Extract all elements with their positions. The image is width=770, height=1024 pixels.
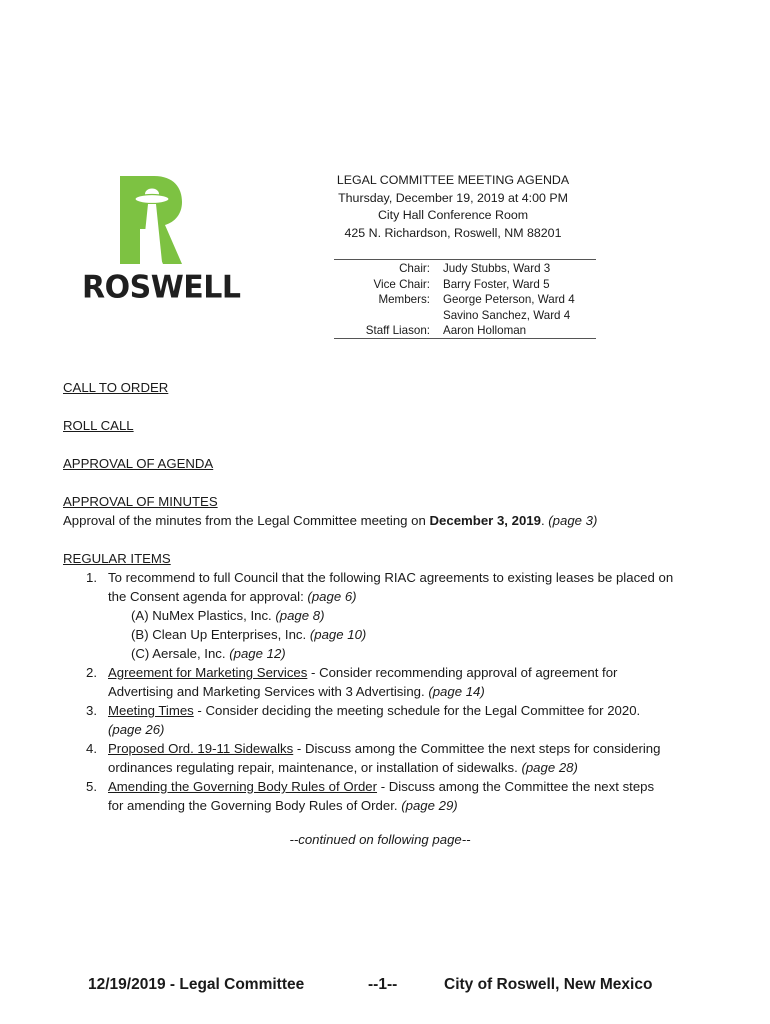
agenda-item [63,739,713,777]
item-title: Agreement for Marketing Services [108,665,308,680]
roster-name: Barry Foster, Ward 5 [443,277,550,291]
item-number: 2. [86,665,97,680]
item-number: 5. [86,779,97,794]
sub-item-label: (C) Aersale, Inc. [131,646,230,661]
item-page-ref: (page 28) [521,760,578,775]
footer-city: City of Roswell, New Mexico [444,976,653,993]
sub-item [63,625,713,644]
agenda-item [63,777,713,815]
section-regular-items: REGULAR ITEMS [63,551,171,566]
item-number: 3. [86,703,97,718]
roster-row [334,308,596,324]
roster-name: Judy Stubbs, Ward 3 [443,262,551,275]
item-text: for amending the Governing Body Rules of Order. [108,798,402,813]
continued-note: --continued on following page-- [289,832,471,847]
section-approval-minutes: APPROVAL OF MINUTES [63,494,218,509]
item-page-ref: (page 14) [428,684,485,699]
item-title: Proposed Ord. 19-11 Sidewalks [108,741,294,756]
agenda-body [63,378,713,815]
agenda-item [63,568,713,606]
agenda-item [63,663,713,701]
roster-name: Savino Sanchez, Ward 4 [443,308,571,322]
roster-row [334,292,596,308]
meeting-address: 425 N. Richardson, Roswell, NM 88201 [344,225,562,240]
divider [334,259,596,260]
agenda-title: LEGAL COMMITTEE MEETING AGENDA [336,173,570,187]
roster-row [334,323,596,339]
meeting-location: City Hall Conference Room [377,208,529,222]
agenda-header [330,172,576,242]
minutes-date: December 3, 2019 [429,513,541,528]
sub-item-page-ref: (page 10) [309,627,367,642]
item-text: - Discuss among the Committee the next steps for considering [293,741,661,756]
item-number: 4. [86,741,97,756]
sub-item [63,606,713,625]
sub-item-label: (A) NuMex Plastics, Inc. [131,608,276,623]
item-text: Advertising and Marketing Services with 3 Advertising. [108,684,429,699]
item-text: the Consent agenda for approval: [108,589,308,604]
roster-role: Members: [378,293,430,307]
item-number: 1. [86,570,97,585]
roster-name: George Peterson, Ward 4 [443,293,575,307]
roster-row [334,261,596,277]
roswell-logo [82,174,241,306]
logo-wordmark: ROSWELL [82,269,241,306]
minutes-text-b: . [540,513,549,528]
roster-role [334,308,443,324]
sub-item [63,644,713,663]
section-roll-call: ROLL CALL [63,418,134,433]
item-page-ref: (page 6) [307,589,357,604]
minutes-page-ref: (page 3) [548,513,598,528]
item-text: - Consider recommending approval of agreement for [307,665,618,680]
ufo-beam-icon [118,174,184,266]
item-text: ordinances regulating repair, maintenance, or installation of sidewalks. [108,760,522,775]
section-call-to-order: CALL TO ORDER [63,380,169,395]
item-title: Meeting Times [108,703,194,718]
roster-name: Aaron Holloman [443,324,527,338]
item-text: To recommend to full Council that the following RIAC agreements to existing leases be placed on [108,570,674,585]
roster-row [334,277,596,293]
item-page-ref: (page 29) [401,798,458,813]
roster-role: Staff Liason: [365,324,430,338]
sub-item-page-ref: (page 12) [229,646,286,661]
item-text: - Discuss among the Committee the next steps [377,779,655,794]
meeting-datetime: Thursday, December 19, 2019 at 4:00 PM [338,190,568,205]
item-page-ref: (page 26) [108,722,165,737]
roster-role: Chair: [399,262,430,275]
divider [334,338,596,339]
agenda-item [63,701,713,739]
footer-page-number: --1-- [368,976,398,993]
item-title: Amending the Governing Body Rules of Order [108,779,378,794]
minutes-text-a: Approval of the minutes from the Legal Committee meeting on [63,513,430,528]
committee-roster [334,261,596,339]
roster-role: Vice Chair: [373,277,430,291]
item-text: - Consider deciding the meeting schedule for the Legal Committee for 2020. [193,703,641,718]
section-approval-agenda: APPROVAL OF AGENDA [63,456,214,471]
footer-date-committee: 12/19/2019 - Legal Committee [88,976,305,993]
sub-item-label: (B) Clean Up Enterprises, Inc. [131,627,310,642]
sub-item-page-ref: (page 8) [275,608,325,623]
minutes-text [63,511,713,530]
